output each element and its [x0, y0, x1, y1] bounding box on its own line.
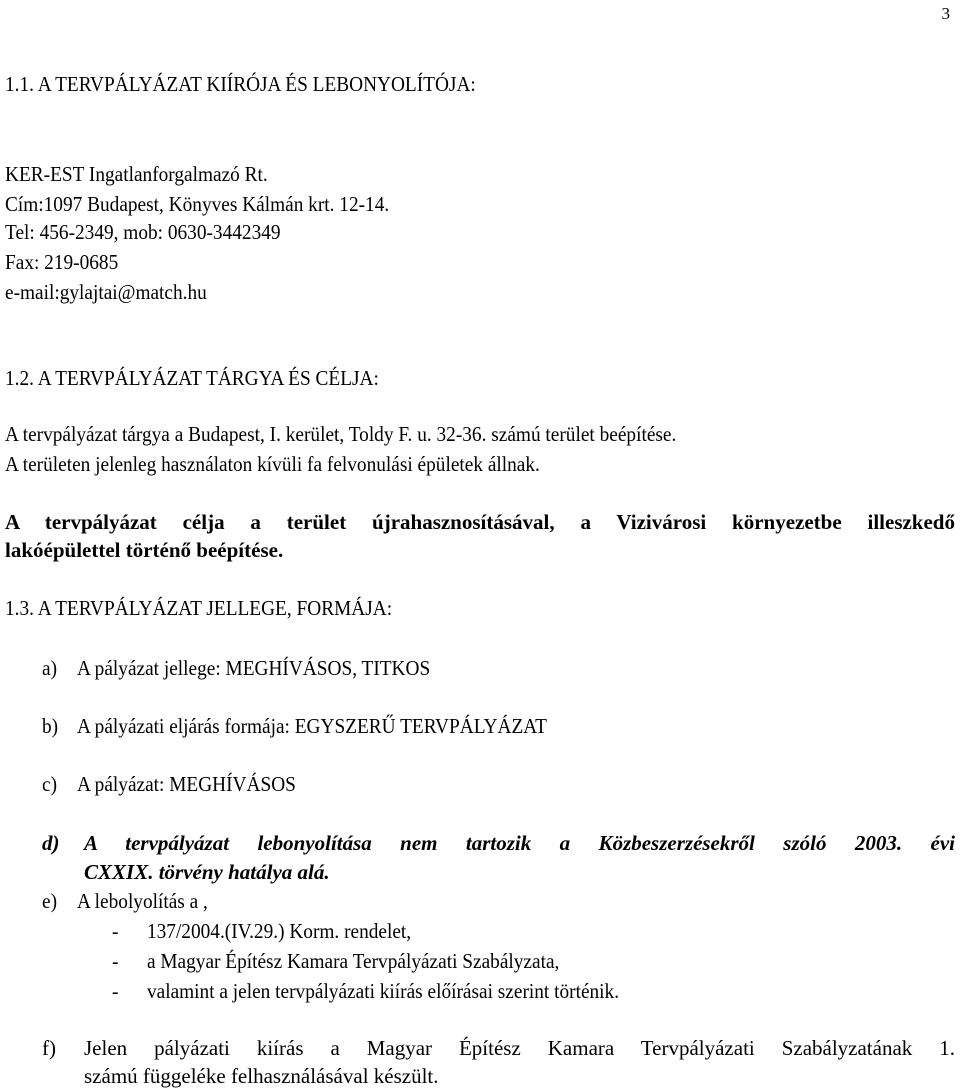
item-f-text-line-2: számú függeléke felhasználásával készült. [84, 1064, 439, 1088]
item-e-label: e) [42, 889, 58, 913]
dash-item-text: a Magyar Építész Kamara Tervpályázati Szabályzata, [146, 949, 560, 973]
dash-item [112, 947, 559, 975]
section-heading-1-3: 1.3. A TERVPÁLYÁZAT JELLEGE, FORMÁJA: [5, 596, 393, 620]
company-fax: Fax: 219-0685 [5, 250, 119, 274]
item-e-text: A lebolyolítás a , [76, 889, 208, 913]
item-c [42, 770, 296, 798]
dash-bullet: - [112, 979, 119, 1003]
section-heading-1-2: 1.2. A TERVPÁLYÁZAT TÁRGYA ÉS CÉLJA: [5, 366, 379, 390]
item-f-label: f) [42, 1036, 56, 1060]
item-d-text-line-1: A tervpályázat lebonyolítása nem tartozik a Közbeszerzésekről szóló 2003. évi [84, 831, 955, 855]
subject-line-1: A tervpályázat tárgya a Budapest, I. kerület, Toldy F. u. 32-36. számú terület beépítése. [5, 422, 677, 446]
page-number: 3 [941, 4, 950, 23]
item-b-label: b) [42, 714, 59, 738]
item-d-label: d) [42, 831, 60, 855]
dash-item-text: 137/2004.(IV.29.) Korm. rendelet, [146, 919, 412, 943]
section-heading-1-1: 1.1. A TERVPÁLYÁZAT KIÍRÓJA ÉS LEBONYOLÍTÓJA: [5, 72, 476, 96]
item-e [42, 887, 208, 915]
item-c-text: A pályázat: MEGHÍVÁSOS [76, 772, 296, 796]
item-f-text-line-1: Jelen pályázati kiírás a Magyar Építész Kamara Tervpályázati Szabályzatának 1. [84, 1036, 955, 1060]
item-b [42, 712, 547, 740]
item-a-label: a) [42, 656, 58, 680]
company-phone: Tel: 456-2349, mob: 0630-3442349 [5, 220, 281, 244]
item-c-label: c) [42, 772, 58, 796]
company-address: Cím:1097 Budapest, Könyves Kálmán krt. 12-14. [5, 192, 390, 216]
item-a-text: A pályázat jellege: MEGHÍVÁSOS, TITKOS [76, 656, 431, 680]
goal-line-1: A tervpályázat célja a terület újrahasznosításával, a Vizivárosi környezetbe illeszkedő [5, 510, 955, 534]
dash-bullet: - [112, 919, 119, 943]
item-b-text: A pályázati eljárás formája: EGYSZERŰ TERVPÁLYÁZAT [76, 714, 547, 738]
goal-line-2: lakóépülettel történő beépítése. [5, 538, 284, 562]
company-email: e-mail:gylajtai@match.hu [5, 280, 207, 304]
dash-item-text: valamint a jelen tervpályázati kiírás előírásai szerint történik. [146, 979, 620, 1003]
company-name: KER-EST Ingatlanforgalmazó Rt. [5, 162, 268, 186]
subject-line-2: A területen jelenleg használaton kívüli fa felvonulási épületek állnak. [5, 452, 540, 476]
dash-bullet: - [112, 949, 119, 973]
item-a [42, 654, 430, 682]
dash-item [112, 917, 411, 945]
dash-item [112, 977, 619, 1005]
item-d-text-line-2: CXXIX. törvény hatálya alá. [84, 860, 330, 884]
